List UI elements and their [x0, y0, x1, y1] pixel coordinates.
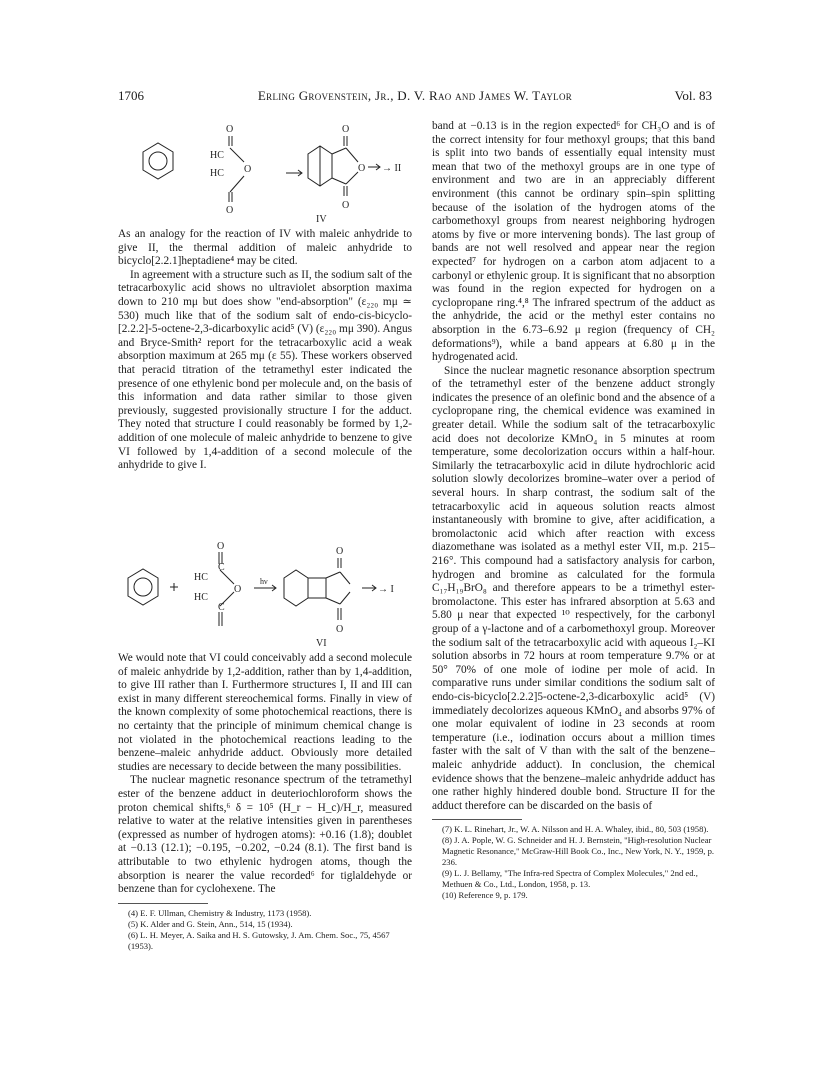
fig1-atom-label: HC: [210, 150, 224, 161]
left-column: [118, 228, 412, 473]
compound-label-iv: IV: [316, 214, 327, 224]
right-column: [432, 120, 715, 901]
footnote: (6) L. H. Meyer, A. Saika and H. S. Gutowsky, J. Am. Chem. Soc., 75, 4567 (1953).: [128, 929, 390, 951]
running-authors: Erling Grovenstein, Jr., D. V. Rao and James W. Taylor: [257, 88, 573, 103]
paragraph: The nuclear magnetic resonance spectrum of the tetramethyl ester of the benzene adduct in deuteriochloroform shows the proton chemical shifts,⁶ δ = 10⁵ (H_r − H_c)/H_r, measured relative to water at the relative intensities given in parentheses (expressed as number of hydrogen atoms): +0.16 (1.8); doublet at −0.13 (12.1); −0.195, −0.202, −0.24 (8.1). The first band is attributable to two ethylenic hydrogen atoms, though the absorption is nearer the value recorded⁶ for tiglaldehyde or benzene than for cyclohexene. The: [118, 774, 412, 896]
footnotes: [432, 824, 715, 901]
fig2-atom-label: C: [218, 562, 225, 573]
fig2-atom-label: O: [234, 584, 242, 595]
benzene-ring: [128, 569, 158, 605]
footnotes: [118, 908, 412, 952]
fig1-atom-label: O: [342, 200, 350, 211]
fig2-atom-label: O: [336, 624, 344, 635]
fig1-atom-label: O: [358, 163, 366, 174]
footnote: (8) J. A. Pople, W. G. Schneider and H. J. Bernstein, "High-resolution Nuclear Magnetic Resonance," McGraw-Hill Book Co., Inc., New York, N. Y., 1959, p. 236.: [442, 835, 715, 868]
footnote: (7) K. L. Rinehart, Jr., W. A. Nilsson and H. A. Whaley, ibid., 80, 503 (1958).: [442, 824, 709, 835]
fig2-atom-label: HC: [194, 592, 208, 603]
benzene-ring: [143, 143, 173, 179]
fig1-atom-label: O: [342, 124, 350, 135]
compound-label-vi: VI: [316, 638, 327, 649]
fig2-arrow-condition: hν: [260, 577, 268, 586]
scheme-iv-reaction: [118, 118, 412, 224]
fig1-atom-label: O: [226, 124, 234, 135]
paragraph: As an analogy for the reaction of IV with maleic anhydride to give II, the thermal addition of maleic anhydride to bicyclo[2.2.1]heptadiene⁴ may be cited.: [118, 228, 412, 268]
fig1-atom-label: HC: [210, 168, 224, 179]
paragraph: We would note that VI could conceivably add a second molecule of maleic anhydride by 1,2-addition, rather than by 1,4-addition, to give III rather than I. Furthermore structures I, II and III can exist in many different stereochemical forms. Finally in view of the known complexity of some photochemical reactions, there is no certainty that the principle of minimum chemical change is not violated in the photochemical reactions leading to the benzene–maleic anhydride adduct. Obviously more detailed studies are necessary to decide between the many possibilities.: [118, 652, 412, 773]
paragraph: Since the nuclear magnetic resonance absorption spectrum of the tetramethyl ester of the benzene adduct strongly indicates the presence of an olefinic bond and the absence of a cyclopropane ring, the chemical evidence was examined in greater detail. While the sodium salt of the tetracarboxylic acid does not decolorize KMnO₄ in 5 minutes at room temperature, some decolorization occurs within a half-hour. Similarly the tetracarboxylic acid in dilute hydrochloric acid solution slowly decolorizes bromine–water over a period of several hours. In sharp contrast, the sodium salt of the tetracarboxylic acid in aqueous solution reacts almost instantaneously with bromine to give, after acidification, a bromolactonic acid which after reaction with excess diazomethane was isolated as a methyl ester VII, m.p. 215–216°. This compound had a satisfactory analysis for carbon, hydrogen and bromine as calculated for the formula C₁₇H₁₉BrO₈ and therefore appears to be a trimethyl ester-bromolactone. This ester has infrared absorption at 5.63 and 5.80 μ near that expected ¹⁰ respectively, for the carbonyl group of a γ-lactone and of a carbomethoxyl group. Moreover the sodium salt of the tetracarboxylic acid with aqueous I₂–KI solution absorbs in 72 hours at room temperature 9.7% or at 50° 70% of one mole of iodine per mole of acid. In comparative runs under similar conditions the sodium salt of endo-cis-bicyclo[2.2.2]5-octene-2,3-dicarboxylic acid⁵ (V) immediately decolorizes aqueous KMnO₄ and absorbs 97% of one molar equivalent of iodine in 23 seconds at room temperature (i.e., iodination occurs about a million times faster with the salt of V than with the salt of the benzene–maleic anhydride adduct). In conclusion, the chemical evidence shows that the benzene–maleic anhydride adduct has one rather highly hindered double bond. Structure II for the adduct therefore can be discarded on the basis of: [432, 364, 715, 812]
footnote: (4) E. F. Ullman, Chemistry & Industry, 1173 (1958).: [128, 907, 312, 918]
fig1-product-label: → II: [382, 163, 402, 174]
footnote-rule: [432, 819, 522, 820]
footnote: (5) K. Alder and G. Stein, Ann., 514, 15 (1934).: [128, 918, 293, 929]
footnote: (10) Reference 9, p. 179.: [442, 890, 528, 901]
fused-ring: [284, 570, 308, 606]
volume-label: Vol. 83: [674, 88, 712, 103]
fig2-atom-label: O: [217, 541, 225, 552]
fig2-product-label: → I: [378, 584, 394, 595]
fig1-atom-label: O: [226, 205, 234, 216]
page-number: 1706: [118, 88, 144, 103]
fig2-atom-label: HC: [194, 572, 208, 583]
fig1-atom-label: O: [244, 164, 252, 175]
left-column-lower: [118, 652, 412, 952]
footnote-rule: [118, 903, 208, 904]
fig2-atom-label: O: [336, 546, 344, 557]
running-header: [118, 88, 712, 108]
scheme-vi-reaction: [118, 540, 412, 650]
fig2-atom-label: C: [218, 602, 225, 613]
paragraph: In agreement with a structure such as II, the sodium salt of the tetracarboxylic acid shows no ultraviolet absorption maxima down to 210 mμ but does show "end-absorption" (ε₂₂₀ mμ ≃ 530) much like that of the sodium salt of endo-cis-bicyclo-[2.2.2]-5-octene-2,3-dicarboxylic acid⁵ (V) (ε₂₂₀ mμ 390). Angus and Bryce-Smith² report for the tetracarboxylic acid a weak absorption maximum at 265 mμ (ε 55). These workers observed that peracid titration of the tetramethyl ester indicated the presence of one ethylenic bond per molecule and, on the basis of this information and data rather similar to those given previously, suggested provisionally structure I for the adduct. They noted that structure I could reasonably be formed by 1,2-addition of one molecule of maleic anhydride to benzene to give VI followed by 1,4-addition of a second molecule of the anhydride to give I.: [118, 268, 412, 472]
paragraph: band at −0.13 is in the region expected⁶ for CH₃O and is of the correct intensity for four methoxyl groups; that this band is split into two bands of essentially equal intensity must mean that two of the methoxyl groups are in one type of environment and two are in an appreciably different environment (this cannot be ordinary spin–spin splitting because of the isolation of the hydrogen atoms of the carbomethoxyl groups from nearest neighboring hydrogen atoms by five or more intervening bonds). The last group of bands are not well resolved and appear near the region expected⁷ for hydrogen on a carbon atom adjacent to a carbonyl or ethylenic group. It is significant that no absorption was found in the region expected for hydrogen on a cyclopropane ring.⁴,⁸ The infrared spectrum of the adduct as the anhydride, the acid or the methyl ester contains no absorption in the 6.73–6.92 μ region (frequency of CH₂ deformations⁹), while a band appears at 6.80 μ in the hydrogenated acid.: [432, 120, 715, 364]
footnote: (9) L. J. Bellamy, "The Infra-red Spectra of Complex Molecules," 2nd ed., Methuen & Co., Ltd., London, 1958, p. 13.: [442, 868, 698, 890]
